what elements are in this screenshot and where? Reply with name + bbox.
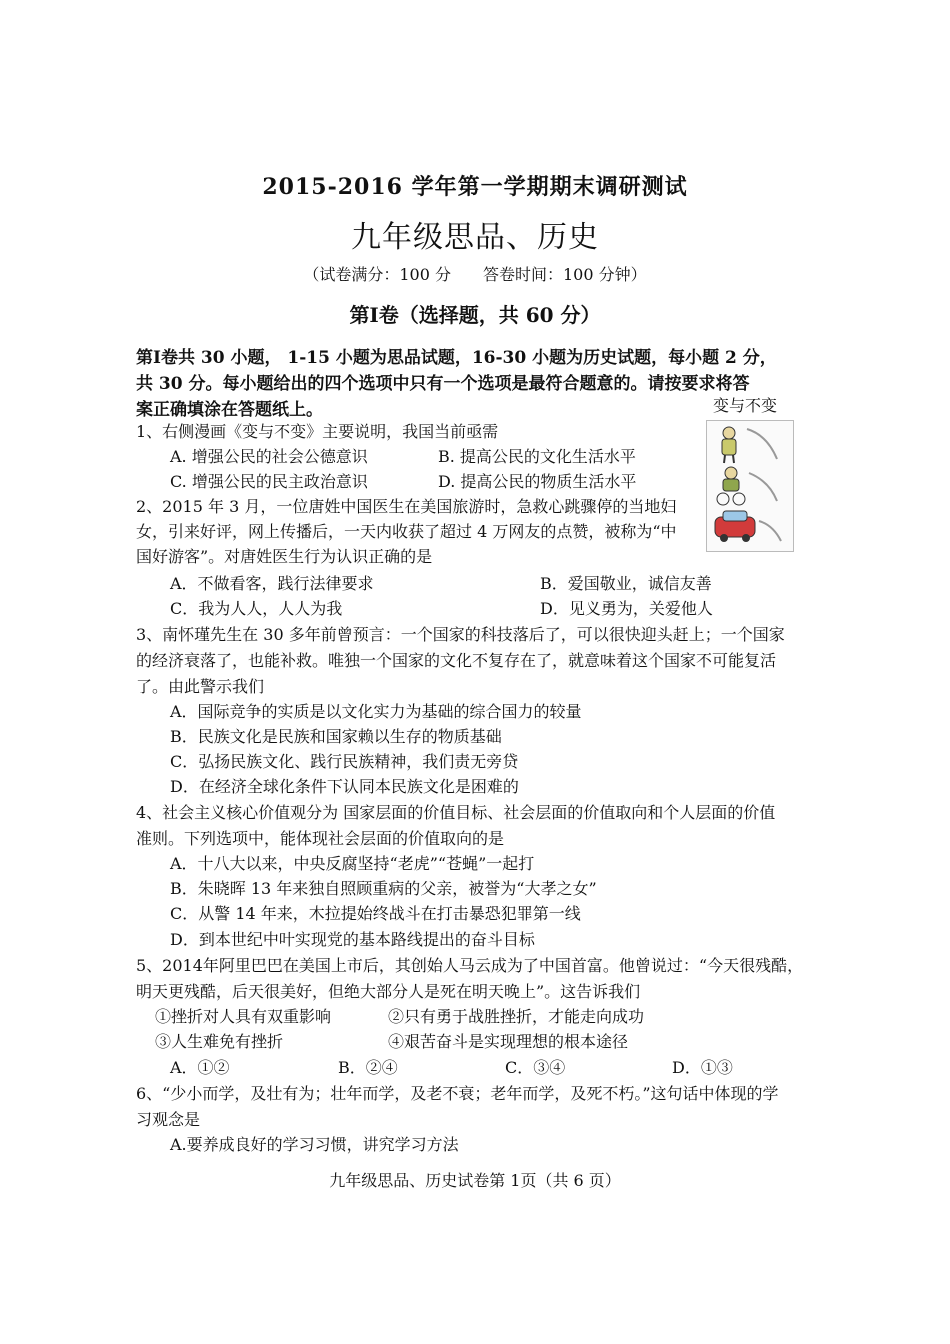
statement-3: ③人生难免有挫折 (155, 1032, 284, 1051)
instructions-line: 第Ⅰ卷共 30 小题， 1-15 小题为思品试题，16-30 小题为历史试题，每小题 2 分， (136, 348, 777, 368)
option-a: A．国际竞争的实质是以文化实力为基础的综合国力的较量 (170, 702, 582, 721)
option-a: A.要养成良好的学习习惯，讲究学习方法 (170, 1135, 459, 1154)
cartoon-caption: 变与不变 (713, 396, 778, 415)
exam-title: 2015-2016 学年第一学期期末调研测试 (262, 174, 688, 200)
page-footer: 九年级思品、历史试卷第 1页（共 6 页） (329, 1171, 621, 1190)
option-c: C．从警 14 年来，木拉提始终战斗在打击暴恐犯罪第一线 (170, 904, 581, 923)
question-stem: 习观念是 (136, 1110, 201, 1129)
question-stem: 国好游客”。对唐姓医生行为认识正确的是 (136, 547, 433, 566)
question-stem: 准则。下列选项中，能体现社会层面的价值取向的是 (136, 829, 505, 848)
question-stem: 女，引来好评，网上传播后，一天内收获了超过 4 万网友的点赞，被称为“中 (136, 522, 677, 541)
option-c: C. 增强公民的民主政治意识 (170, 472, 368, 491)
statement-2: ②只有勇于战胜挫折，才能走向成功 (388, 1007, 645, 1026)
option-a: A. 增强公民的社会公德意识 (170, 447, 368, 466)
question-stem: 3、南怀瑾先生在 30 多年前曾预言：一个国家的科技落后了，可以很快迎头赶上；一个国家 (136, 625, 785, 644)
section-heading: 第Ⅰ卷（选择题，共 60 分） (349, 303, 601, 327)
option-d: D．①③ (672, 1058, 733, 1077)
question-stem: 明天更残酷，后天很美好，但绝大部分人是死在明天晚上”。这告诉我们 (136, 982, 641, 1001)
exam-subtitle: （试卷满分：100 分 答卷时间：100 分钟） (303, 265, 647, 284)
question-stem: 2、2015 年 3 月，一位唐姓中国医生在美国旅游时，急救心跳骤停的当地妇 (136, 497, 677, 516)
question-stem: 4、社会主义核心价值观分为 国家层面的价值目标、社会层面的价值取向和个人层面的价值 (136, 803, 776, 822)
question-stem: 6、“少小而学，及壮有为；壮年而学，及老不衰；老年而学，及死不朽。”这句话中体现的学 (136, 1084, 779, 1103)
option-a: A．十八大以来，中央反腐坚持“老虎”“苍蝇”一起打 (170, 854, 535, 873)
exam-subject: 九年级思品、历史 (351, 220, 599, 255)
option-c: C．弘扬民族文化、践行民族精神，我们责无旁贷 (170, 752, 519, 771)
option-c: C．我为人人，人人为我 (170, 599, 343, 618)
option-b: B．民族文化是民族和国家赖以生存的物质基础 (170, 727, 502, 746)
question-stem: 了。由此警示我们 (136, 677, 265, 696)
option-d: D．见义勇为，关爱他人 (540, 599, 713, 618)
option-c: C．③④ (505, 1058, 566, 1077)
option-d: D．在经济全球化条件下认同本民族文化是困难的 (170, 777, 519, 796)
statement-4: ④艰苦奋斗是实现理想的根本途径 (388, 1032, 629, 1051)
question-stem: 5、2014年阿里巴巴在美国上市后，其创始人马云成为了中国首富。他曾说过：“今天很残酷， (136, 956, 804, 975)
instructions-line: 共 30 分。每小题给出的四个选项中只有一个选项是最符合题意的。请按要求将答 (136, 374, 750, 394)
option-b: B．朱晓晖 13 年来独自照顾重病的父亲，被誉为“大孝之女” (170, 879, 597, 898)
cartoon-image-icon (707, 421, 793, 551)
instructions-line: 案正确填涂在答题纸上。 (136, 400, 323, 420)
option-d: D．到本世纪中叶实现党的基本路线提出的奋斗目标 (170, 930, 535, 949)
question-stem: 的经济衰落了，也能补救。唯独一个国家的文化不复存在了，就意味着这个国家不可能复活 (136, 651, 777, 670)
statement-1: ①挫折对人具有双重影响 (155, 1007, 332, 1026)
option-d: D. 提高公民的物质生活水平 (438, 472, 637, 491)
option-b: B. 提高公民的文化生活水平 (438, 447, 636, 466)
option-a: A．①② (170, 1058, 230, 1077)
cartoon-image (706, 420, 794, 552)
option-b: B．爱国敬业，诚信友善 (540, 574, 712, 593)
question-stem: 1、右侧漫画《变与不变》主要说明，我国当前亟需 (136, 422, 499, 441)
option-a: A．不做看客，践行法律要求 (170, 574, 374, 593)
option-b: B．②④ (338, 1058, 398, 1077)
